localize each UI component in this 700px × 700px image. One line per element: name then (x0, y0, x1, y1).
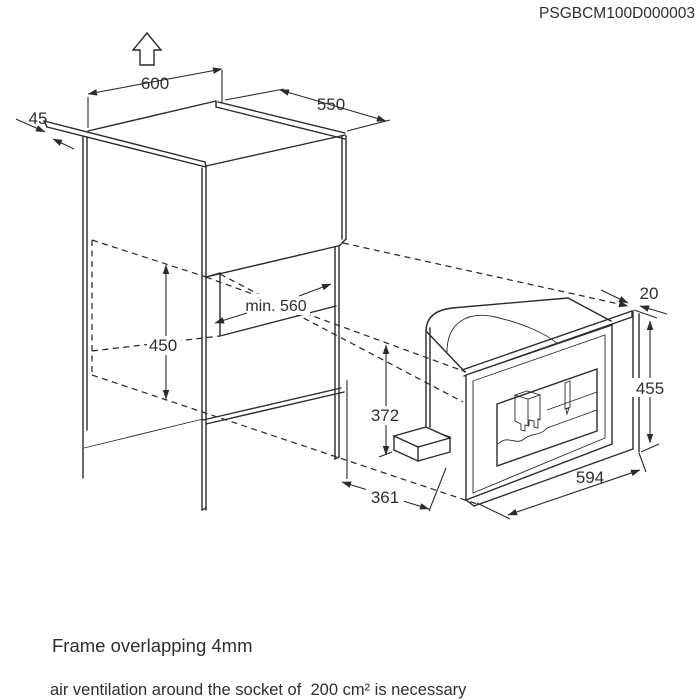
dim-front-height-label: 455 (635, 379, 665, 398)
dim-appliance-width-label: 594 (575, 468, 605, 487)
note-frame-overlap: Frame overlapping 4mm (52, 635, 253, 656)
dim-top-gap (601, 284, 667, 314)
cabinet-niche (203, 246, 344, 424)
up-arrow-icon (133, 33, 161, 65)
dim-niche-height-label: 450 (148, 336, 178, 355)
cabinet-top-rail-left (44, 121, 206, 167)
dim-front-height (632, 310, 668, 452)
dim-cabinet-width-label: 600 (140, 74, 170, 93)
dim-appliance-depth-label: 361 (370, 488, 400, 507)
note-ventilation: air ventilation around the socket of 200 cm² is necessary (50, 681, 467, 699)
drawing-code-label: PSGBCM100D000003 (539, 5, 695, 22)
dim-cabinet-width (88, 69, 222, 128)
dim-cabinet-depth-label: 550 (316, 95, 346, 114)
cabinet-top-face (88, 101, 345, 166)
dim-frame-side-label: 45 (28, 109, 48, 128)
dim-top-gap-label: 20 (639, 284, 659, 303)
shelf-edge-extension (84, 419, 203, 448)
dim-appliance-height-label: 372 (370, 406, 400, 425)
dim-frame-side (16, 109, 74, 149)
cabinet-right-step (339, 239, 346, 246)
projection-top-left (92, 240, 206, 277)
machine-step (394, 427, 450, 461)
dim-appliance-height (369, 345, 403, 457)
projection-ray-top-right (343, 243, 628, 306)
dim-niche-height (147, 265, 181, 399)
dim-niche-depth (215, 284, 331, 323)
dim-niche-depth-label: min. 560 (245, 298, 307, 315)
